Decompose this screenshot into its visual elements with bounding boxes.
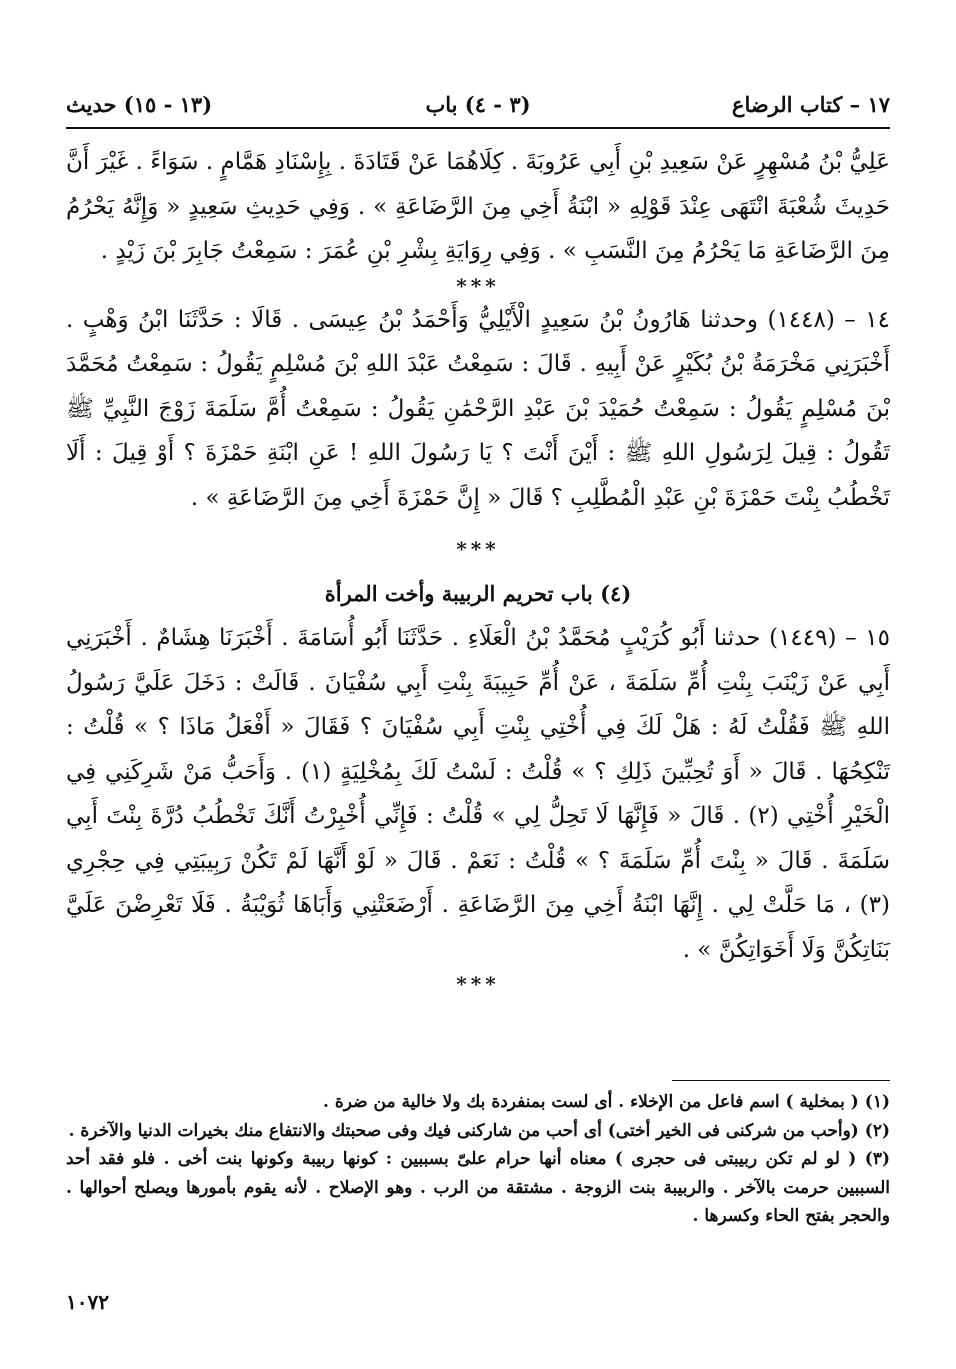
- footnote-1: (١) ( بمخلية ) اسم فاعل من الإخلاء . أى لست بمنفردة بك ولا خالية من ضرة .: [323, 1092, 890, 1112]
- footnotes: [66, 1088, 890, 1231]
- separator-stars: ***: [456, 273, 500, 298]
- header-chapter-range: (٣ - ٤) باب: [425, 91, 531, 117]
- paragraph-continuation: عَلِيُّ بْنُ مُسْهِرٍ عَنْ سَعِيدِ بْنِ أَبِي عَرُوبَةَ . كِلَاهُمَا عَنْ قَتَادَةَ . بِإِسْنَادِ هَمَّامٍ . سَوَاءً . غَيْرَ أَنَّ حَدِيثَ شُعْبَةَ انْتَهَى عِنْدَ قَوْلِهِ « ابْنَةُ أَخِي مِنَ الرَّضَاعَةِ » . وَفِي حَدِيثِ سَعِيدٍ « وَإِنَّهُ يَحْرُمُ مِنَ الرَّضَاعَةِ مَا يَحْرُمُ مِنَ النَّسَبِ » . وَفِي رِوَايَةِ بِشْرِ بْنِ عُمَرَ : سَمِعْتُ جَابِرَ بْنَ زَيْدٍ .: [66, 149, 890, 264]
- footnote-2: (٢) (وأحب من شركنى فى الخير أختى) أى أحب من شاركنى فيك وفى صحبتك والانتفاع منك بخيرات الدنيا والآخرة .: [68, 1120, 890, 1141]
- separator-stars: ***: [456, 537, 500, 561]
- header-rule: [66, 127, 890, 129]
- hadith-14: ١٤ – (١٤٤٨) وحدثنا هَارُونُ بْنُ سَعِيدٍ الْأَيْلِيُّ وَأَحْمَدُ بْنُ عِيسَى . قَالَا : حَدَّثَنَا ابْنُ وَهْبٍ . أَخْبَرَنِي مَخْرَمَةُ بْنُ بُكَيْرٍ عَنْ أَبِيهِ . قَالَ : سَمِعْتُ عَبْدَ اللهِ بْنَ مُسْلِمٍ يَقُولُ : سَمِعْتُ مُحَمَّدَ بْنَ مُسْلِمٍ يَقُولُ : سَمِعْتُ حُمَيْدَ بْنَ عَبْدِ الرَّحْمَٰنِ يَقُولُ : سَمِعْتُ أُمَّ سَلَمَةَ زَوْجَ النَّبِيِّ ﷺ تَقُولُ : قِيلَ لِرَسُولِ اللهِ ﷺ : أَيْنَ أَنْتَ ؟ يَا رَسُولَ اللهِ ! عَنِ ابْنَةِ حَمْزَةَ ؟ أَوْ قِيلَ : أَلَا تَخْطُبُ بِنْتَ حَمْزَةَ بْنِ عَبْدِ الْمُطَّلِبِ ؟ قَالَ « إِنَّ حَمْزَةَ أَخِي مِنَ الرَّضَاعَةِ » .: [66, 306, 890, 511]
- running-header: [66, 84, 890, 124]
- hadith-15: ١٥ – (١٤٤٩) حدثنا أَبُو كُرَيْبٍ مُحَمَّدُ بْنُ الْعَلَاءِ . حَدَّثَنَا أَبُو أُسَامَةَ . أَخْبَرَنَا هِشَامٌ . أَخْبَرَنِي أَبِي عَنْ زَيْنَبَ بِنْتِ أُمِّ سَلَمَةَ ، عَنْ أُمِّ حَبِيبَةَ بِنْتِ أَبِي سُفْيَانَ . قَالَتْ : دَخَلَ عَلَيَّ رَسُولُ اللهِ ﷺ فَقُلْتُ لَهُ : هَلْ لَكَ فِي أُخْتِي بِنْتِ أَبِي سُفْيَانَ ؟ فَقَالَ « أَفْعَلُ مَاذَا ؟ » قُلْتُ : تَنْكِحُهَا . قَالَ « أَوَ تُحِبِّينَ ذَلِكِ ؟ » قُلْتُ : لَسْتُ لَكَ بِمُخْلِيَةٍ (١) . وَأَحَبُّ مَنْ شَرِكَنِي فِي الْخَيْرِ أُخْتِي (٢) . قَالَ « فَإِنَّهَا لَا تَحِلُّ لِي » قُلْتُ : فَإِنِّي أُخْبِرْتُ أَنَّكَ تَخْطُبُ دُرَّةَ بِنْتَ أَبِي سَلَمَةَ . قَالَ « بِنْتَ أُمِّ سَلَمَةَ ؟ » قُلْتُ : نَعَمْ . قَالَ « لَوْ أَنَّهَا لَمْ تَكُنْ رَبِيبَتِي فِي حِجْرِي (٣) ، مَا حَلَّتْ لِي . إِنَّهَا ابْنَةُ أَخِي مِنَ الرَّضَاعَةِ . أَرْضَعَتْنِي وَأَبَاهَا ثُوَيْبَةُ . فَلَا تَعْرِضْنَ عَلَيَّ بَنَاتِكُنَّ وَلَا أَخَوَاتِكُنَّ » .: [66, 625, 890, 963]
- main-text: [66, 140, 890, 996]
- footnote-3: (٣) ( لو لم تكن ربيبتى فى حجرى ) معناه أنها حرام علىّ بسببين : كونها ربيبة وكونها بنت أخى . فلو فقد أحد السببين حرمت بالآخر . والربيبة بنت الزوجة . مشتقة من الرب . وهو الإصلاح . لأنه يقوم بأمورها ويصلح أحوالها . والحجر بفتح الحاء وكسرها .: [66, 1149, 890, 1226]
- header-hadith-range: (١٣ - ١٥) حديث: [66, 91, 213, 117]
- chapter-heading: (٤) باب تحريم الربيبة وأخت المرأة: [324, 581, 632, 606]
- header-book-title: ١٧ – كتاب الرضاع: [731, 91, 890, 117]
- separator-stars: ***: [456, 972, 500, 996]
- page-number: ١٠٧٢: [66, 1290, 109, 1314]
- footnote-rule: [672, 1080, 890, 1081]
